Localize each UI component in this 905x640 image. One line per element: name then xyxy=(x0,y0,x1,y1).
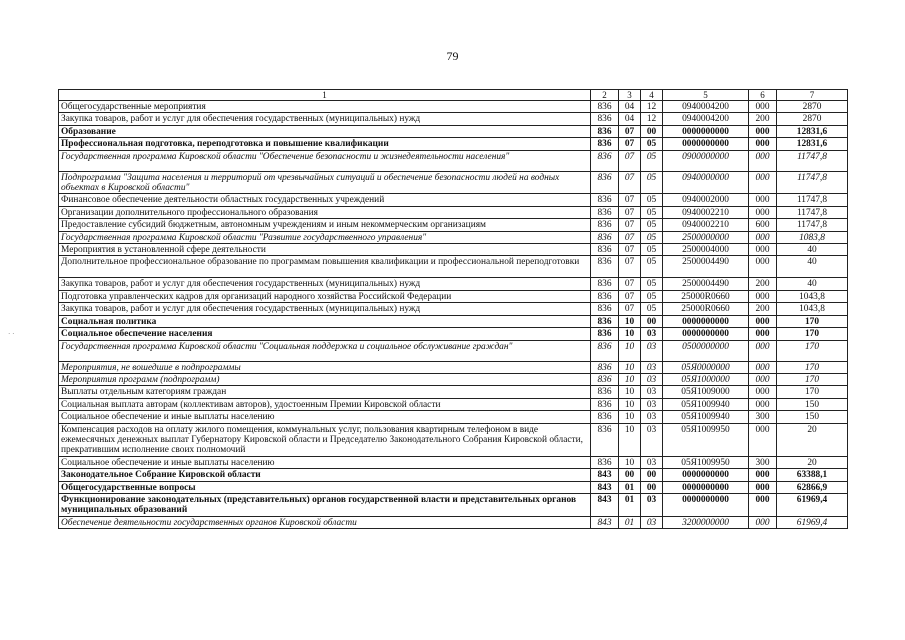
row-admin-code: 836 xyxy=(591,125,619,137)
row-subsection: 05 xyxy=(641,171,663,194)
header-col-2: 2 xyxy=(591,90,619,101)
row-amount: 11747,8 xyxy=(777,171,848,194)
row-target-article: 05Я1009940 xyxy=(663,398,749,410)
table-row xyxy=(59,493,848,516)
row-name: Мероприятия программ (подпрограмм) xyxy=(59,373,591,385)
row-target-article: 0000000000 xyxy=(663,469,749,481)
row-name: Профессиональная подготовка, переподготовка и повышение квалификации xyxy=(59,138,591,150)
row-target-article: 0940002000 xyxy=(663,194,749,206)
row-section: 07 xyxy=(619,219,641,231)
row-name: Социальное обеспечение и иные выплаты населению xyxy=(59,411,591,423)
header-col-6: 6 xyxy=(749,90,777,101)
row-subsection: 03 xyxy=(641,386,663,398)
row-subsection: 05 xyxy=(641,138,663,150)
row-admin-code: 836 xyxy=(591,315,619,327)
row-section: 10 xyxy=(619,423,641,456)
row-name: Подготовка управленческих кадров для организаций народного хозяйства Российской Федерации xyxy=(59,290,591,302)
row-amount: 170 xyxy=(777,315,848,327)
row-expense-type: 000 xyxy=(749,386,777,398)
row-expense-type: 000 xyxy=(749,373,777,385)
row-amount: 2870 xyxy=(777,113,848,125)
row-section: 10 xyxy=(619,361,641,373)
table-row xyxy=(59,469,848,481)
row-amount: 63388,1 xyxy=(777,469,848,481)
table-row xyxy=(59,125,848,137)
row-target-article: 25000R0660 xyxy=(663,290,749,302)
header-row xyxy=(59,90,848,101)
row-admin-code: 836 xyxy=(591,231,619,243)
row-expense-type: 000 xyxy=(749,206,777,218)
row-subsection: 05 xyxy=(641,303,663,315)
row-section: 10 xyxy=(619,315,641,327)
row-section: 07 xyxy=(619,256,641,278)
row-expense-type: 000 xyxy=(749,340,777,361)
row-admin-code: 836 xyxy=(591,456,619,468)
row-target-article: 0940000000 xyxy=(663,171,749,194)
row-target-article: 0000000000 xyxy=(663,125,749,137)
row-section: 07 xyxy=(619,244,641,256)
row-section: 07 xyxy=(619,303,641,315)
row-section: 10 xyxy=(619,456,641,468)
row-amount: 11747,8 xyxy=(777,194,848,206)
row-name: Выплаты отдельным категориям граждан xyxy=(59,386,591,398)
row-subsection: 03 xyxy=(641,373,663,385)
row-target-article: 2500000000 xyxy=(663,231,749,243)
row-name: Обеспечение деятельности государственных органов Кировской области xyxy=(59,516,591,528)
table-row xyxy=(59,423,848,456)
header-col-1: 1 xyxy=(59,90,591,101)
row-amount: 12831,6 xyxy=(777,138,848,150)
row-amount: 20 xyxy=(777,423,848,456)
row-amount: 170 xyxy=(777,340,848,361)
row-subsection: 12 xyxy=(641,101,663,113)
row-target-article: 0940004200 xyxy=(663,101,749,113)
row-subsection: 00 xyxy=(641,469,663,481)
row-target-article: 3200000000 xyxy=(663,516,749,528)
row-expense-type: 000 xyxy=(749,101,777,113)
row-amount: 11747,8 xyxy=(777,219,848,231)
row-subsection: 03 xyxy=(641,361,663,373)
table-row xyxy=(59,278,848,290)
row-admin-code: 836 xyxy=(591,113,619,125)
row-section: 10 xyxy=(619,386,641,398)
row-expense-type: 000 xyxy=(749,138,777,150)
row-expense-type: 000 xyxy=(749,481,777,493)
row-admin-code: 836 xyxy=(591,423,619,456)
row-admin-code: 836 xyxy=(591,278,619,290)
row-expense-type: 000 xyxy=(749,469,777,481)
table-row xyxy=(59,219,848,231)
row-subsection: 05 xyxy=(641,150,663,171)
row-expense-type: 000 xyxy=(749,315,777,327)
row-name: Социальная политика xyxy=(59,315,591,327)
row-name: Закупка товаров, работ и услуг для обеспечения государственных (муниципальных) нужд xyxy=(59,113,591,125)
row-target-article: 05Я1009000 xyxy=(663,386,749,398)
row-name: Социальное обеспечение населения xyxy=(59,328,591,340)
row-target-article: 0000000000 xyxy=(663,493,749,516)
row-amount: 2870 xyxy=(777,101,848,113)
row-amount: 20 xyxy=(777,456,848,468)
row-amount: 1083,8 xyxy=(777,231,848,243)
header-col-5: 5 xyxy=(663,90,749,101)
header-col-3: 3 xyxy=(619,90,641,101)
row-expense-type: 000 xyxy=(749,150,777,171)
row-name: Организации дополнительного профессионального образования xyxy=(59,206,591,218)
table-row xyxy=(59,386,848,398)
row-expense-type: 200 xyxy=(749,113,777,125)
row-expense-type: 600 xyxy=(749,219,777,231)
header-col-7: 7 xyxy=(777,90,848,101)
row-target-article: 0000000000 xyxy=(663,481,749,493)
row-expense-type: 000 xyxy=(749,256,777,278)
row-expense-type: 000 xyxy=(749,361,777,373)
page-number: 79 xyxy=(446,49,459,63)
row-admin-code: 836 xyxy=(591,361,619,373)
row-target-article: 25000R0660 xyxy=(663,303,749,315)
row-section: 07 xyxy=(619,206,641,218)
row-amount: 12831,6 xyxy=(777,125,848,137)
row-amount: 1043,8 xyxy=(777,290,848,302)
row-subsection: 03 xyxy=(641,328,663,340)
row-admin-code: 836 xyxy=(591,150,619,171)
row-section: 07 xyxy=(619,150,641,171)
row-target-article: 0940002210 xyxy=(663,219,749,231)
row-expense-type: 000 xyxy=(749,194,777,206)
row-target-article: 0900000000 xyxy=(663,150,749,171)
row-name: Государственная программа Кировской области "Социальная поддержка и социальное обслуживание граждан" xyxy=(59,340,591,361)
budget-table xyxy=(58,89,848,529)
row-amount: 40 xyxy=(777,256,848,278)
row-name: Компенсация расходов на оплату жилого помещения, коммунальных услуг, пользования квартирным телефоном в виде ежемесячных денежных выплат Губернатору Кировской области и Председателю Законодательного Собрания Кировской области, прекратившим исполнение своих полномочий xyxy=(59,423,591,456)
row-amount: 40 xyxy=(777,278,848,290)
row-target-article: 2500004490 xyxy=(663,278,749,290)
row-name: Закупка товаров, работ и услуг для обеспечения государственных (муниципальных) нужд xyxy=(59,303,591,315)
row-name: Социальная выплата авторам (коллективам авторов), удостоенным Премии Кировской области xyxy=(59,398,591,410)
row-section: 10 xyxy=(619,340,641,361)
row-admin-code: 843 xyxy=(591,493,619,516)
row-admin-code: 836 xyxy=(591,171,619,194)
row-section: 01 xyxy=(619,516,641,528)
table-row xyxy=(59,328,848,340)
row-name: Функционирование законодательных (представительных) органов государственной власти и представительных органов муниципальных образований xyxy=(59,493,591,516)
row-name: Законодательное Собрание Кировской области xyxy=(59,469,591,481)
row-subsection: 03 xyxy=(641,493,663,516)
row-section: 07 xyxy=(619,171,641,194)
row-admin-code: 836 xyxy=(591,256,619,278)
row-section: 10 xyxy=(619,373,641,385)
table-row xyxy=(59,373,848,385)
row-section: 01 xyxy=(619,481,641,493)
row-section: 07 xyxy=(619,125,641,137)
row-expense-type: 000 xyxy=(749,516,777,528)
table-row xyxy=(59,456,848,468)
table-body xyxy=(59,101,848,529)
row-admin-code: 836 xyxy=(591,373,619,385)
table-row xyxy=(59,101,848,113)
row-admin-code: 836 xyxy=(591,411,619,423)
row-name: Государственная программа Кировской области "Развитие государственного управления" xyxy=(59,231,591,243)
row-admin-code: 836 xyxy=(591,303,619,315)
row-admin-code: 836 xyxy=(591,194,619,206)
row-admin-code: 836 xyxy=(591,340,619,361)
row-amount: 1043,8 xyxy=(777,303,848,315)
row-subsection: 05 xyxy=(641,231,663,243)
row-admin-code: 836 xyxy=(591,398,619,410)
row-section: 10 xyxy=(619,398,641,410)
row-target-article: 0000000000 xyxy=(663,315,749,327)
row-section: 10 xyxy=(619,328,641,340)
row-name: Дополнительное профессиональное образование по программам повышения квалификации и профессиональной переподготовки xyxy=(59,256,591,278)
row-admin-code: 836 xyxy=(591,101,619,113)
row-admin-code: 836 xyxy=(591,219,619,231)
row-amount: 150 xyxy=(777,411,848,423)
row-target-article: 05Я0000000 xyxy=(663,361,749,373)
row-subsection: 03 xyxy=(641,456,663,468)
row-subsection: 00 xyxy=(641,315,663,327)
row-section: 07 xyxy=(619,138,641,150)
row-section: 07 xyxy=(619,290,641,302)
row-name: Мероприятия, не вошедшие в подпрограммы xyxy=(59,361,591,373)
table-row xyxy=(59,315,848,327)
row-amount: 61969,4 xyxy=(777,516,848,528)
row-subsection: 03 xyxy=(641,411,663,423)
row-target-article: 0000000000 xyxy=(663,138,749,150)
row-target-article: 0940002210 xyxy=(663,206,749,218)
row-section: 01 xyxy=(619,493,641,516)
row-name: Закупка товаров, работ и услуг для обеспечения государственных (муниципальных) нужд xyxy=(59,278,591,290)
table-row xyxy=(59,361,848,373)
row-amount: 11747,8 xyxy=(777,150,848,171)
row-name: Мероприятия в установленной сфере деятельности xyxy=(59,244,591,256)
row-subsection: 05 xyxy=(641,278,663,290)
row-target-article: 05Я1009940 xyxy=(663,411,749,423)
row-section: 07 xyxy=(619,194,641,206)
table-row xyxy=(59,171,848,194)
row-amount: 170 xyxy=(777,361,848,373)
row-name: Общегосударственные мероприятия xyxy=(59,101,591,113)
row-expense-type: 000 xyxy=(749,398,777,410)
row-expense-type: 000 xyxy=(749,290,777,302)
row-subsection: 05 xyxy=(641,219,663,231)
row-subsection: 00 xyxy=(641,125,663,137)
row-amount: 11747,8 xyxy=(777,206,848,218)
row-target-article: 05Я1009950 xyxy=(663,456,749,468)
row-amount: 62866,9 xyxy=(777,481,848,493)
row-amount: 170 xyxy=(777,328,848,340)
table-row xyxy=(59,113,848,125)
row-subsection: 03 xyxy=(641,398,663,410)
row-name: Социальное обеспечение и иные выплаты населению xyxy=(59,456,591,468)
table-row xyxy=(59,340,848,361)
table-row xyxy=(59,411,848,423)
row-admin-code: 843 xyxy=(591,516,619,528)
row-admin-code: 843 xyxy=(591,469,619,481)
row-target-article: 2500004490 xyxy=(663,256,749,278)
row-amount: 170 xyxy=(777,373,848,385)
row-subsection: 05 xyxy=(641,244,663,256)
row-subsection: 12 xyxy=(641,113,663,125)
row-admin-code: 836 xyxy=(591,386,619,398)
scan-specks: · · xyxy=(8,330,15,338)
header-col-4: 4 xyxy=(641,90,663,101)
table-row xyxy=(59,303,848,315)
row-expense-type: 200 xyxy=(749,303,777,315)
row-expense-type: 000 xyxy=(749,231,777,243)
row-subsection: 05 xyxy=(641,194,663,206)
row-target-article: 0000000000 xyxy=(663,328,749,340)
row-section: 07 xyxy=(619,278,641,290)
row-subsection: 03 xyxy=(641,340,663,361)
row-name: Образование xyxy=(59,125,591,137)
row-section: 00 xyxy=(619,469,641,481)
row-section: 07 xyxy=(619,231,641,243)
row-admin-code: 836 xyxy=(591,206,619,218)
row-expense-type: 000 xyxy=(749,493,777,516)
row-target-article: 0500000000 xyxy=(663,340,749,361)
table-row xyxy=(59,256,848,278)
row-target-article: 05Я1009950 xyxy=(663,423,749,456)
row-section: 04 xyxy=(619,113,641,125)
row-subsection: 05 xyxy=(641,290,663,302)
row-target-article: 05Я1000000 xyxy=(663,373,749,385)
row-expense-type: 300 xyxy=(749,456,777,468)
row-subsection: 03 xyxy=(641,423,663,456)
row-expense-type: 200 xyxy=(749,278,777,290)
row-expense-type: 000 xyxy=(749,423,777,456)
table-row xyxy=(59,206,848,218)
row-amount: 61969,4 xyxy=(777,493,848,516)
row-subsection: 00 xyxy=(641,481,663,493)
row-amount: 40 xyxy=(777,244,848,256)
row-admin-code: 843 xyxy=(591,481,619,493)
row-target-article: 0940004200 xyxy=(663,113,749,125)
row-admin-code: 836 xyxy=(591,290,619,302)
row-subsection: 03 xyxy=(641,516,663,528)
row-expense-type: 000 xyxy=(749,244,777,256)
table-row xyxy=(59,398,848,410)
row-expense-type: 000 xyxy=(749,171,777,194)
table-row xyxy=(59,481,848,493)
row-subsection: 05 xyxy=(641,256,663,278)
row-name: Финансовое обеспечение деятельности областных государственных учреждений xyxy=(59,194,591,206)
table-row xyxy=(59,516,848,528)
row-section: 04 xyxy=(619,101,641,113)
row-target-article: 2500004000 xyxy=(663,244,749,256)
row-expense-type: 000 xyxy=(749,125,777,137)
table-row xyxy=(59,138,848,150)
row-section: 10 xyxy=(619,411,641,423)
row-name: Подпрограмма "Защита населения и территорий от чрезвычайных ситуаций и обеспечение безопасности людей на водных объектах в Кировской области" xyxy=(59,171,591,194)
row-name: Государственная программа Кировской области "Обеспечение безопасности и жизнедеятельности населения" xyxy=(59,150,591,171)
table-row xyxy=(59,244,848,256)
row-expense-type: 000 xyxy=(749,328,777,340)
table-row xyxy=(59,150,848,171)
table-row xyxy=(59,231,848,243)
row-expense-type: 300 xyxy=(749,411,777,423)
table-row xyxy=(59,290,848,302)
row-admin-code: 836 xyxy=(591,138,619,150)
row-name: Общегосударственные вопросы xyxy=(59,481,591,493)
row-admin-code: 836 xyxy=(591,244,619,256)
row-amount: 170 xyxy=(777,386,848,398)
row-admin-code: 836 xyxy=(591,328,619,340)
table-row xyxy=(59,194,848,206)
row-name: Предоставление субсидий бюджетным, автономным учреждениям и иным некоммерческим организациям xyxy=(59,219,591,231)
row-amount: 150 xyxy=(777,398,848,410)
row-subsection: 05 xyxy=(641,206,663,218)
